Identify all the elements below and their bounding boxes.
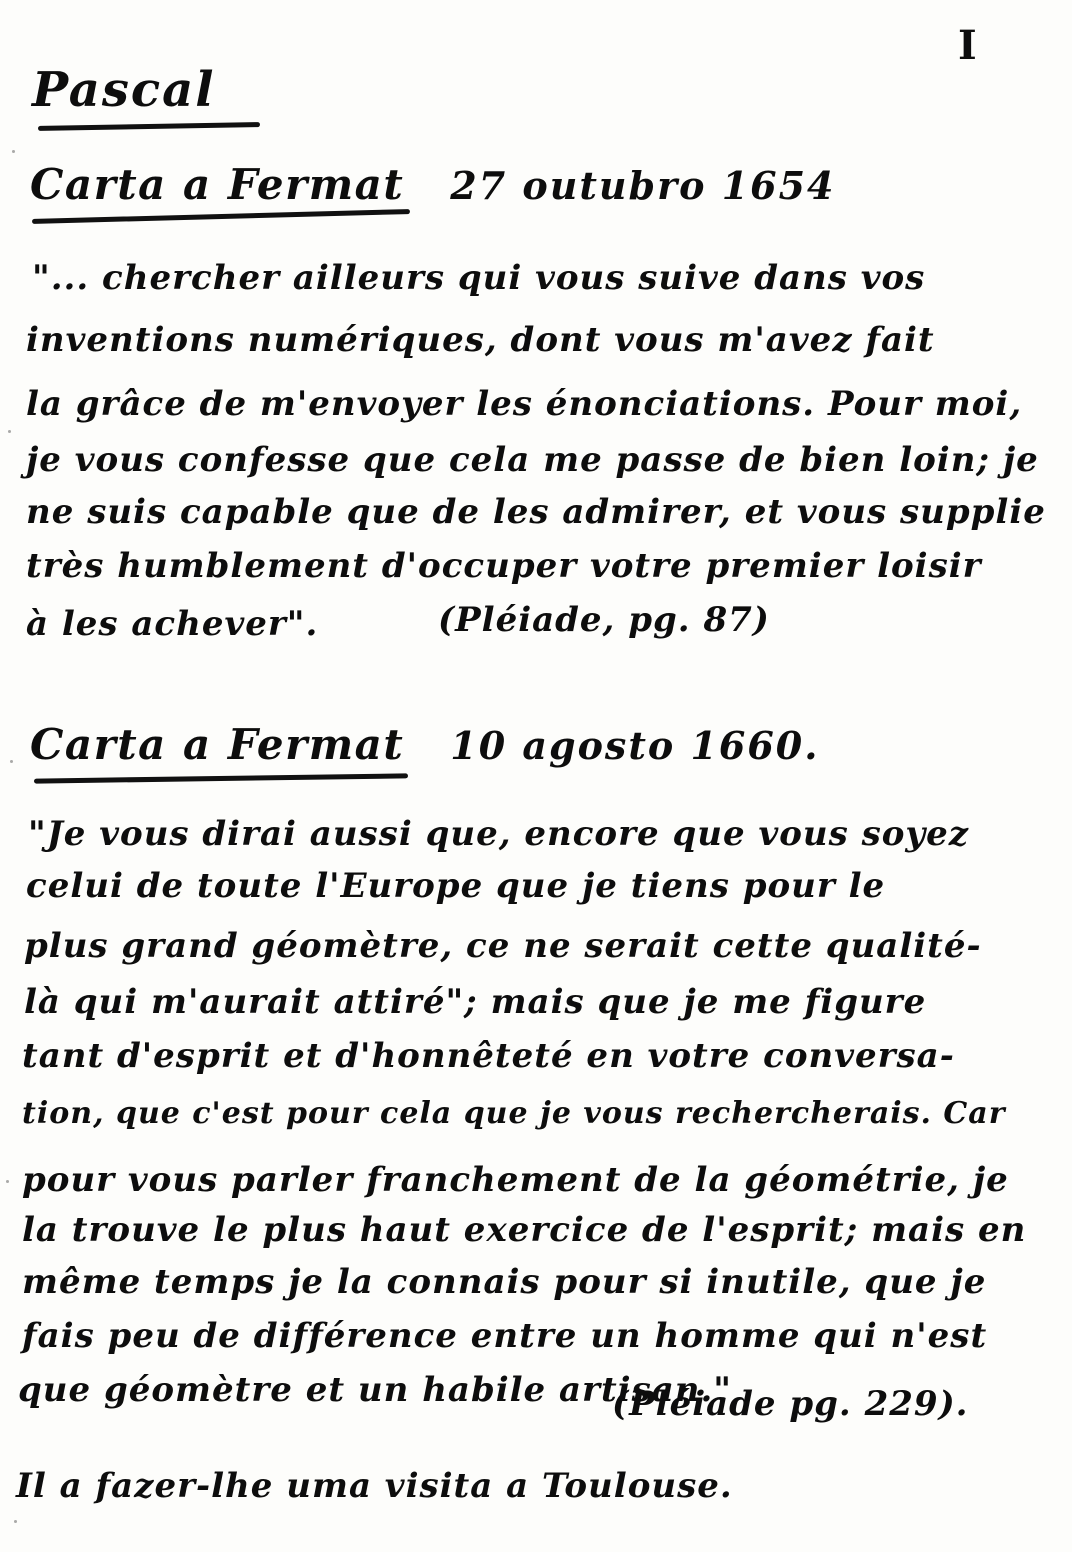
section1-line: inventions numériques, dont vous m'avez fait [26,320,935,360]
section1-date: 27 outubro 1654 [450,163,836,208]
page-number: I [958,22,978,69]
section2-heading: Carta a Fermat [30,720,405,769]
section2-line: fais peu de différence entre un homme qui n'est [22,1316,988,1356]
section1-heading-underline [32,209,410,224]
scan-speckle [8,430,11,433]
section1-heading-row [30,160,835,209]
section2-line: pour vous parler franchement de la géométrie, je [22,1160,1009,1200]
section2-line: celui de toute l'Europe que je tiens pour le [26,866,886,906]
section2-citation: (Pléiade pg. 229). [612,1384,969,1424]
section2-heading-row [30,720,819,769]
section2-line: que géomètre et un habile artisan." [18,1370,733,1410]
title-underline [38,122,260,131]
section1-line: je vous confesse que cela me passe de bien loin; je [26,440,1039,480]
section1-line: très humblement d'occuper votre premier loisir [26,546,982,586]
section1-line: à les achever". [26,604,319,644]
section2-line: la trouve le plus haut exercice de l'esprit; mais en [22,1210,1027,1250]
section2-heading-underline [34,773,408,783]
section2-date: 10 agosto 1660. [450,723,820,768]
section1-line: ne suis capable que de les admirer, et vous supplie [26,492,1046,532]
section1-line: "... chercher ailleurs qui vous suive dans vos [32,258,926,298]
footer-note: Il a fazer-lhe uma visita a Toulouse. [16,1466,733,1506]
section2-line: tion, que c'est pour cela que je vous rechercherais. Car [22,1096,1006,1131]
scan-speckle [6,1180,9,1183]
scan-speckle [12,150,15,153]
page-title: Pascal [32,62,216,118]
scan-speckle [14,1520,17,1523]
section2-line: tant d'esprit et d'honnêteté en votre conversa- [22,1036,955,1076]
section2-line: même temps je la connais pour si inutile, que je [22,1262,987,1302]
section2-line: là qui m'aurait attiré"; mais que je me figure [24,982,927,1022]
section1-heading: Carta a Fermat [30,160,405,209]
section2-line: "Je vous dirai aussi que, encore que vous soyez [28,814,970,854]
scan-speckle [10,760,13,763]
section2-line: plus grand géomètre, ce ne serait cette qualité- [24,926,982,966]
section1-citation: (Pléiade, pg. 87) [438,600,770,640]
section1-line: la grâce de m'envoyer les énonciations. Pour moi, [26,384,1023,424]
